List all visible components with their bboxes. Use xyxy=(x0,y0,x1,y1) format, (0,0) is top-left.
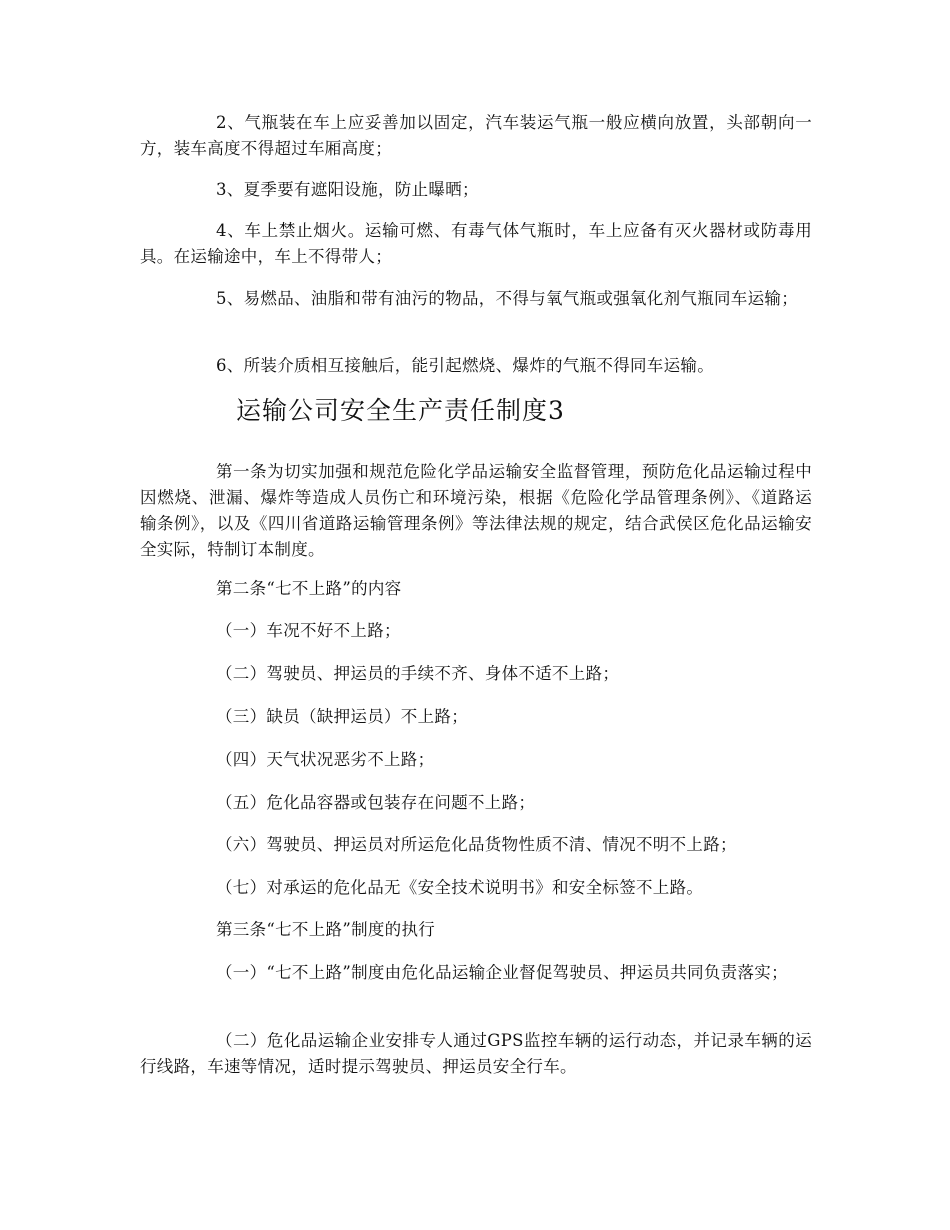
paragraph-item-3: 3、夏季要有遮阳设施，防止曝晒； xyxy=(216,180,479,199)
list-item-1: （一）车况不好不上路； xyxy=(216,621,401,640)
paragraph-item-4: 4、车上禁止烟火。运输可燃、有毒气体气瓶时，车上应备有灭火器材或防毒用具。在运输途中，车上不得带人； xyxy=(140,221,812,266)
article-1-paragraph: 第一条为切实加强和规范危险化学品运输安全监督管理，预防危化品运输过程中因燃烧、泄漏、爆炸等造成人员伤亡和环境污染，根据《危险化学品管理条例》、《道路运输条例》，以及《四川省道路运输管理条例》等法律法规的规定，结合武侯区危化品运输安全实际，特制订本制度。 xyxy=(140,462,812,559)
article-2-title: 第二条“七不上路”的内容 xyxy=(216,579,402,598)
paragraph-item-5: 5、易燃品、油脂和带有油污的物品，不得与氧气瓶或强氧化剂气瓶同车运输； xyxy=(216,289,798,308)
list-item-2: （二）驾驶员、押运员的手续不齐、身体不适不上路； xyxy=(216,664,620,683)
article-3-item-2: （二）危化品运输企业安排专人通过GPS监控车辆的运行动态，并记录车辆的运行线路，车速等情况，适时提示驾驶员、押运员安全行车。 xyxy=(140,1031,812,1076)
list-item-5: （五）危化品容器或包装存在问题不上路； xyxy=(216,793,536,812)
list-item-7: （七）对承运的危化品无《安全技术说明书》和安全标签不上路。 xyxy=(216,878,704,897)
article-3-item-1: （一）“七不上路”制度由危化品运输企业督促驾驶员、押运员共同负责落实； xyxy=(216,963,788,982)
list-item-6: （六）驾驶员、押运员对所运危化品货物性质不清、情况不明不上路； xyxy=(216,835,737,854)
paragraph-item-2: 2、气瓶装在车上应妥善加以固定，汽车装运气瓶一般应横向放置，头部朝向一方，装车高度不得超过车厢高度； xyxy=(140,113,812,158)
paragraph-item-6: 6、所装介质相互接触后，能引起燃烧、爆炸的气瓶不得同车运输。 xyxy=(216,356,714,375)
section-heading: 运输公司安全生产责任制度3 xyxy=(236,396,565,425)
list-item-4: （四）天气状况恶劣不上路； xyxy=(216,750,435,769)
article-3-title: 第三条“七不上路”制度的执行 xyxy=(216,920,436,939)
list-item-3: （三）缺员（缺押运员）不上路； xyxy=(216,707,468,726)
